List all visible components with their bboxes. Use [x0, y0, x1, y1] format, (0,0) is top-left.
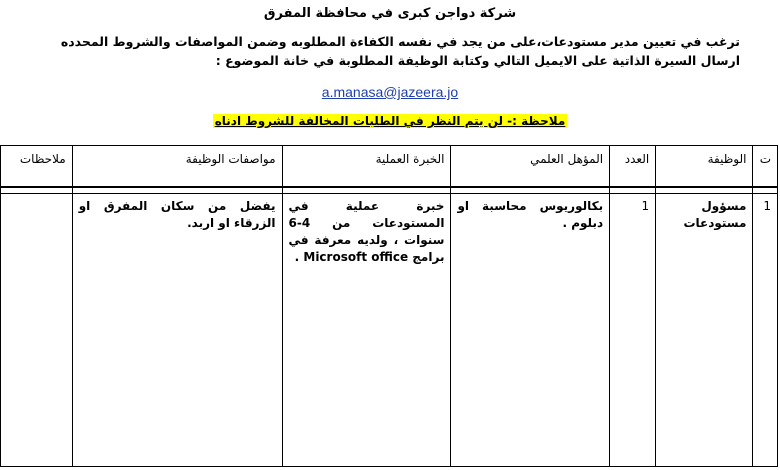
- cell-qualification: بكالوريوس محاسبة او دبلوم .: [451, 193, 610, 467]
- header-qualification: المؤهل العلمي: [451, 146, 610, 188]
- table-row: [1, 193, 778, 467]
- company-title: شركة دواجن كبرى في محافظة المفرق: [263, 6, 517, 21]
- header-specs: مواصفات الوظيفة: [72, 146, 282, 188]
- cell-job: مسؤول مستودعات: [656, 193, 753, 467]
- table-header-row: [1, 146, 778, 188]
- cell-notes: [1, 193, 73, 467]
- cell-num: 1: [753, 193, 778, 467]
- header-notes: ملاحظات: [1, 146, 73, 188]
- jobs-table: [0, 145, 778, 467]
- email-link[interactable]: a.manasa@jazeera.jo: [321, 84, 459, 100]
- conditions-note: ملاحظة :- لن يتم النظر في الطلبات المخالفة للشروط ادناه: [214, 114, 566, 128]
- cell-specs: يفضل من سكان المفرق او الزرقاء او اربد.: [72, 193, 282, 467]
- header-experience: الخبرة العملية: [282, 146, 451, 188]
- note-wrapper: [0, 110, 780, 129]
- header-job: الوظيفة: [656, 146, 753, 188]
- email-line: [0, 84, 780, 100]
- cell-experience: خبرة عملية في المستودعات من 4-6 سنوات ، ولديه معرفة في برامج Microsoft office .: [282, 193, 451, 467]
- header-num: ت: [753, 146, 778, 188]
- job-intro-paragraph: ترغب في تعيين مدير مستودعات،على من يجد في نفسه الكفاءة المطلوبه وضمن المواصفات والشروط المحدده ارسال السيرة الذاتية على الايميل التالي وكتابة الوظيفة المطلوبة في خانة الموضوع :: [60, 34, 740, 68]
- header-count: العدد: [610, 146, 656, 188]
- cell-count: 1: [610, 193, 656, 467]
